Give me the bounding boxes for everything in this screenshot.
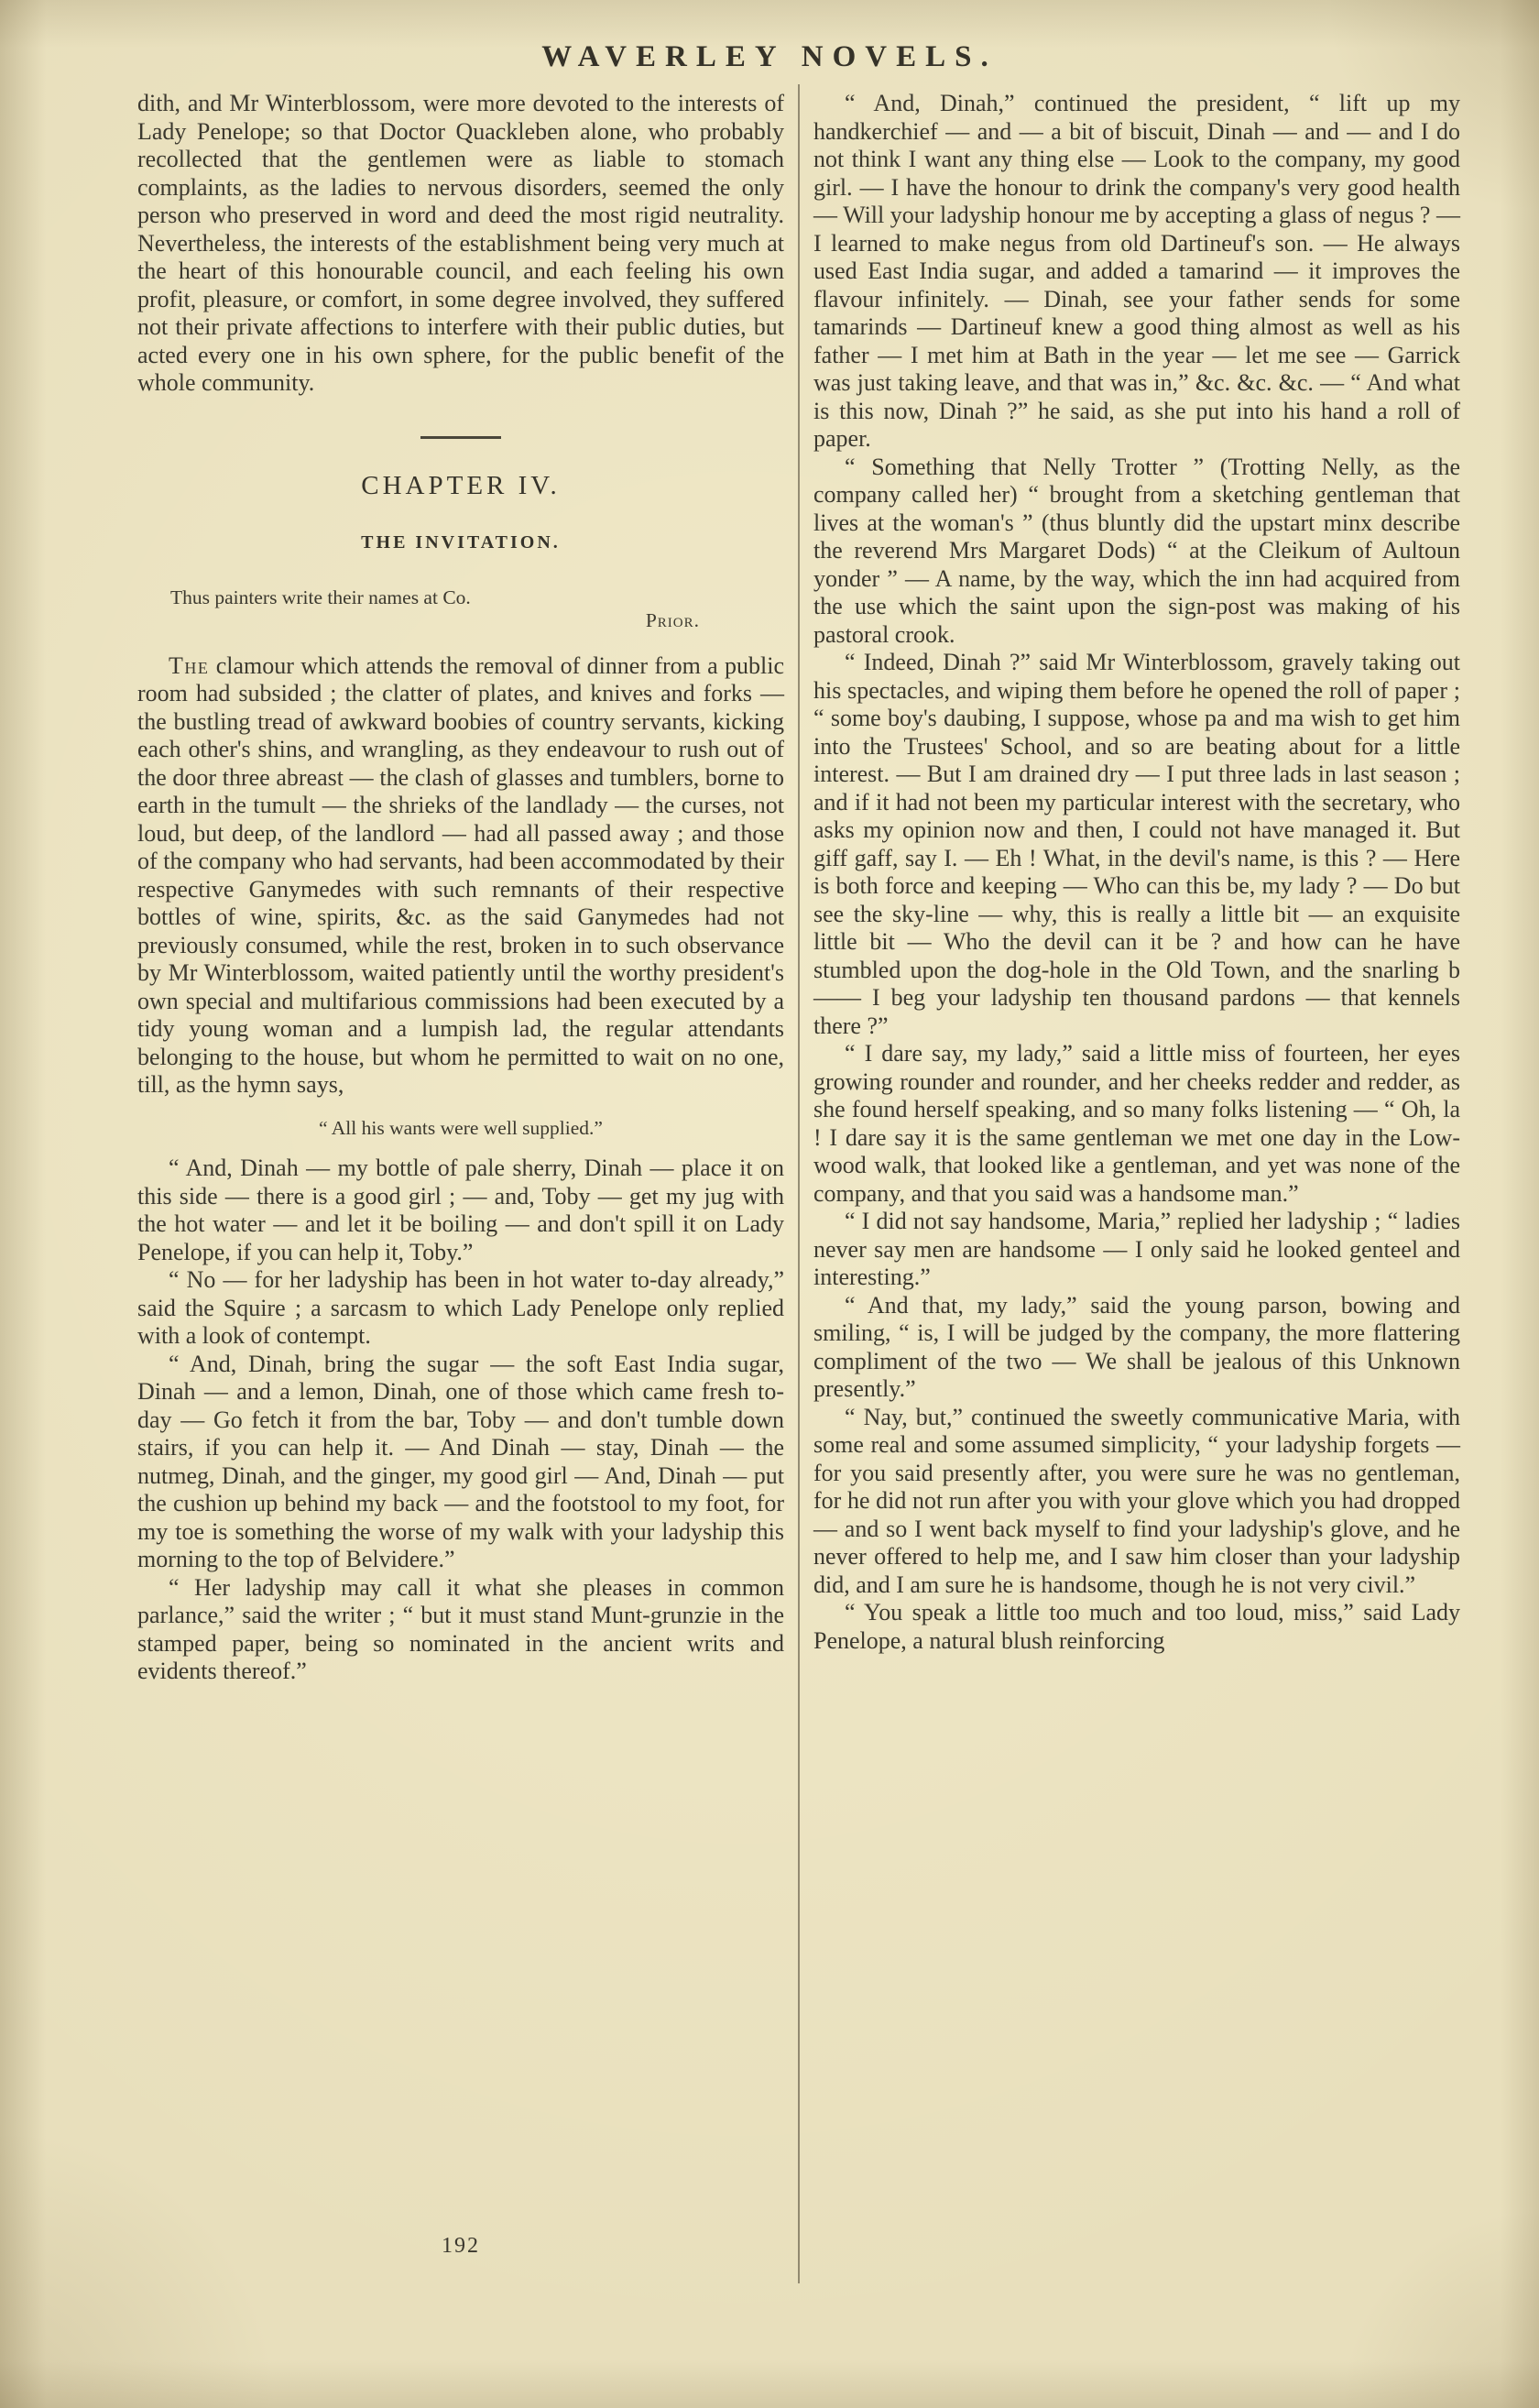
- left-column: [137, 90, 784, 1686]
- page-number: 192: [442, 2234, 480, 2258]
- paragraph: “ And that, my lady,” said the young parson, bowing and smiling, “ is, I will be judged by the company, the more flattering compliment of the two — We shall be jealous of this Unknown presently.”: [813, 1291, 1460, 1402]
- paragraph: “ I dare say, my lady,” said a little miss of fourteen, her eyes growing rounder and rounder, and her cheeks redder and redder, as she found herself speaking, and so many folks listening — “ Oh, la ! I dare say it is the same gentleman we met one day in the Low-wood walk, that looked like a gentleman, and yet was none of the company, and that you said was a handsome man.”: [813, 1040, 1460, 1207]
- paragraph: “ Nay, but,” continued the sweetly communicative Maria, with some real and some assumed simplicity, “ your ladyship forgets — for you said presently after, you were sure he was no gentleman, for he did not run after you with your glove which you had dropped — and so I went back myself to find your ladyship's glove, and he never offered to help me, and I saw him closer than your ladyship did, and I am sure he is handsome, though he is not very civil.”: [813, 1403, 1460, 1598]
- paragraph: [137, 652, 784, 1100]
- paragraph: “ I did not say handsome, Maria,” replied her ladyship ; “ ladies never say men are handsome — I only said he looked genteel and interesting.”: [813, 1208, 1460, 1290]
- chapter-subtitle: THE INVITATION.: [361, 532, 561, 553]
- epigraph: [137, 586, 784, 632]
- right-column: [813, 90, 1460, 1686]
- text-columns: [137, 90, 1460, 1686]
- paragraph: “ Indeed, Dinah ?” said Mr Winterblossom, gravely taking out his spectacles, and wiping them before he opened the roll of paper ; “ some boy's daubing, I suppose, whose pa and ma wish to get him into the Trustees' School, and so are beating about for a little interest. — But I am drained dry — I put three lads in last season ; and if it had not been my particular interest with the secretary, who asks my opinion now and then, I could not have managed it. But giff gaff, say I. — Eh ! What, in the devil's name, is this ? — Here is both force and keeping — Who can this be, my lady ? — Do but see the sky-line — why, this is really a little bit — an exquisite little bit — Who the devil can it be ? and how can he have stumbled upon the dog-hole in the Old Town, and the snarling b—— I beg your ladyship ten thousand pardons — that kennels there ?”: [813, 649, 1460, 1039]
- epigraph-attribution: Prior.: [645, 608, 700, 631]
- lead-word: The: [169, 651, 210, 679]
- paragraph: “ Something that Nelly Trotter ” (Trotting Nelly, as the company called her) “ brought from a sketching gentleman that lives at the woman's ” (thus bluntly did the upstart minx describe the reverend Mrs Margaret Dods) “ at the Cleikum of Aultoun yonder ” — A name, by the way, which the inn had acquired from the use which the saint upon the sign-post was making of his pastoral crook.: [813, 453, 1460, 648]
- paragraph-text: clamour which attends the removal of dinner from a public room had subsided ; the clatter of plates, and knives and forks — the bustling tread of awkward boobies of country servants, kicking each other's shins, and wrangling, as they endeavour to rush out of the door three abreast — the clash of glasses and tumblers, borne to earth in the tumult — the shrieks of the landlady — the curses, not loud, but deep, of the landlord — had all passed away ; and those of the company who had servants, had been accommodated by their respective Ganymedes with such remnants of their respective bottles of wine, spirits, &c. as the said Ganymedes had not previously consumed, while the rest, broken in to such observance by Mr Winterblossom, waited patiently until the worthy president's own special and multifarious commissions had been executed by a tidy young woman and a lumpish lad, the regular attendants belonging to the house, but whom he permitted to wait on no one, till, as the hymn says,: [137, 651, 785, 1098]
- hymn-quote: “ All his wants were well supplied.”: [319, 1116, 603, 1139]
- paragraph: “ No — for her ladyship has been in hot water to-day already,” said the Squire ; a sarcasm to which Lady Penelope only replied with a look of contempt.: [137, 1266, 784, 1349]
- epigraph-text: Thus painters write their names at Co.: [170, 586, 471, 608]
- paragraph: “ You speak a little too much and too loud, miss,” said Lady Penelope, a natural blush reinforcing: [813, 1599, 1460, 1654]
- paragraph: “ And, Dinah,” continued the president, “ lift up my handkerchief — and — a bit of biscuit, Dinah — and — and I do not think I want any thing else — Look to the company, my good girl. — I have the honour to drink the company's very good health — Will your ladyship honour me by accepting a glass of negus ? — I learned to make negus from old Dartineuf's son. — He always used East India sugar, and added a tamarind — it improves the flavour infinitely. — Dinah, see your father sends for some tamarinds — Dartineuf knew a good thing almost as well as his father — I met him at Bath in the year — let me see — Garrick was just taking leave, and that was in,” &c. &c. &c. — “ And what is this now, Dinah ?” he said, as she put into his hand a roll of paper.: [813, 90, 1460, 452]
- paragraph: dith, and Mr Winterblossom, were more devoted to the interests of Lady Penelope; so that Doctor Quackleben alone, who probably recollected that the gentlemen were as liable to stomach complaints, as the ladies to nervous disorders, seemed the only person who preserved in word and deed the most rigid neutrality. Nevertheless, the interests of the establishment being very much at the heart of this honourable council, and each feeling his own profit, pleasure, or comfort, in some degree involved, they suffered not their private affections to interfere with their public duties, but acted every one in his own sphere, for the public benefit of the whole community.: [137, 90, 784, 396]
- chapter-title: CHAPTER IV.: [361, 470, 561, 500]
- section-divider-rule: [420, 436, 501, 439]
- running-header: WAVERLEY NOVELS.: [541, 40, 998, 73]
- paragraph: “ And, Dinah, bring the sugar — the soft East India sugar, Dinah — and a lemon, Dinah, one of those which came fresh to-day — Go fetch it from the bar, Toby — and don't tumble down stairs, if you can help it. — And Dinah — stay, Dinah — the nutmeg, Dinah, and the ginger, my good girl — And, Dinah — put the cushion up behind my back — and the footstool to my foot, for my toe is something the worse of my walk with your ladyship this morning to the top of Belvidere.”: [137, 1350, 784, 1572]
- paragraph: “ Her ladyship may call it what she pleases in common parlance,” said the writer ; “ but it must stand Munt-grunzie in the stamped paper, being so nominated in the ancient writs and evidents thereof.”: [137, 1573, 784, 1684]
- paragraph: “ And, Dinah — my bottle of pale sherry, Dinah — place it on this side — there is a good girl ; — and, Toby — get my jug with the hot water — and let it be boiling — and don't spill it on Lady Penelope, if you can help it, Toby.”: [137, 1155, 784, 1265]
